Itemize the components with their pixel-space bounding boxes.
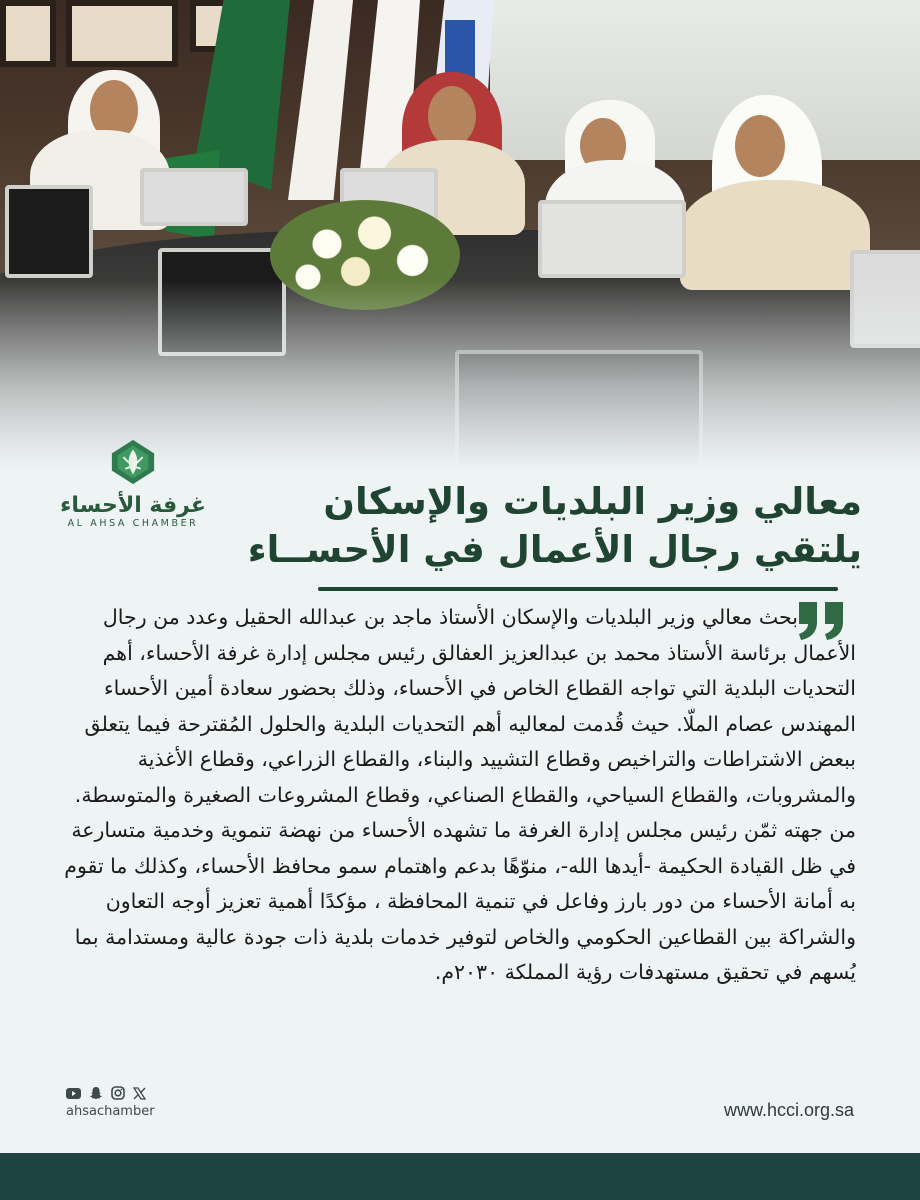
chamber-logo	[58, 438, 208, 528]
headline-underline	[318, 587, 838, 591]
ahsa-chamber-logo-icon	[104, 438, 162, 486]
footer-band	[0, 1153, 920, 1200]
photo-wall-frame	[0, 0, 56, 67]
headline-line-1: معالي وزير البلديات والإسكان	[323, 480, 862, 523]
headline-line-2: يلتقي رجال الأعمال في الأحســاء	[247, 528, 862, 571]
logo-english-name: AL AHSA CHAMBER	[67, 518, 199, 529]
photo-screen	[538, 200, 686, 278]
photo-person	[680, 180, 870, 290]
photo-person	[428, 86, 476, 146]
headline	[222, 478, 862, 574]
photo-flag-emblem	[445, 20, 475, 80]
photo-screen	[140, 168, 248, 226]
website-link[interactable]: www.hcci.org.sa	[723, 1100, 854, 1120]
article-paragraph-1: بحث معالي وزير البلديات والإسكان الأستاذ ماجد بن عبدالله الحقيل وعدد من رجال الأعمال برئاسة الأستاذ محمد بن عبدالعزيز العفالق رئيس مجلس إدارة غرفة الأحساء، أهم التحديات البلدية التي تواجه القطاع الخاص في الأحساء، وذلك بحضور سعادة أمين الأحساء المهندس عصام الملّا. حيث قُدمت لمعاليه أهم التحديات البلدية والحلول المُقترحة فيما يتعلق ببعض الاشتراطات والتراخيص وقطاع التشييد والبناء، والقطاع الزراعي، وقطاع الأغذية والمشروبات، والقطاع السياحي، والقطاع الصناعي، وقطاع المشروعات الصغيرة والمتوسطة.	[74, 605, 856, 807]
youtube-icon[interactable]	[66, 1086, 81, 1101]
x-icon[interactable]	[132, 1086, 147, 1101]
photo-screen	[5, 185, 93, 278]
photo-wall	[490, 0, 920, 160]
snapchat-icon[interactable]	[88, 1086, 103, 1101]
social-handle[interactable]: ahsachamber	[66, 1104, 155, 1119]
photo-wall-frame	[66, 0, 178, 67]
photo-person	[735, 115, 785, 177]
meeting-photo	[0, 0, 920, 470]
instagram-icon[interactable]	[110, 1086, 125, 1101]
social-icons	[66, 1084, 147, 1102]
article-paragraph-2: من جهته ثمّن رئيس مجلس إدارة الغرفة ما تشهده الأحساء من نهضة تنموية وخدمية متسارعة في ظل القيادة الحكيمة -أيدها الله-، منوّهًا بدعم واهتمام سمو محافظ الأحساء، وكذلك ما تقوم به أمانة الأحساء من دور بارز وفاعل في تنمية المحافظة ، مؤكدًا أهمية تعزيز أوجه التعاون والشراكة بين القطاعين الحكومي والخاص لتوفير خدمات بلدية ذات جودة عالية ومستدامة بما يُسهم في تحقيق مستهدفات رؤية المملكة ٢٠٣٠م.	[64, 818, 856, 984]
logo-arabic-name: غرفة الأحساء	[60, 493, 206, 518]
article-body	[64, 600, 856, 1070]
